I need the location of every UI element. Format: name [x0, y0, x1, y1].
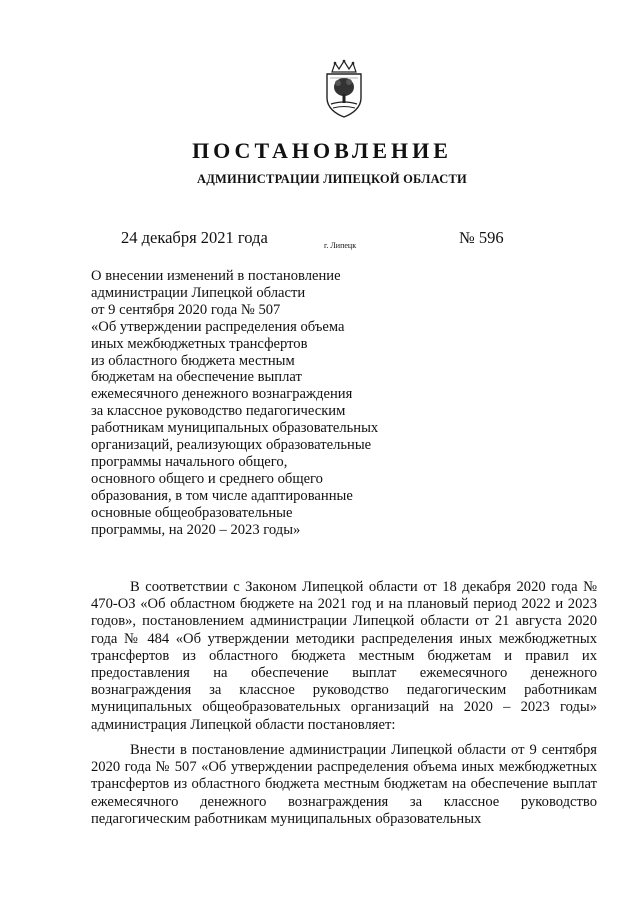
- body-paragraph-2: Внести в постановление администрации Липецкой области от 9 сентября 2020 года № 507 «Об утверждении распределения объема иных межбюджетных трансфертов из областного бюджета местным бюджетам на обеспечение выплат ежемесячного денежного вознаграждения за классное руководство педагогическим работникам муниципальных образовательных: [91, 742, 597, 827]
- subject-line: «Об утверждении распределения объема: [91, 318, 345, 335]
- subject-line: образования, в том числе адаптированные: [91, 487, 353, 504]
- document-title: ПОСТАНОВЛЕНИЕ: [192, 138, 452, 163]
- subject-line: за классное руководство педагогическим: [91, 403, 346, 420]
- subject-line: программы, на 2020 – 2023 годы»: [91, 521, 301, 538]
- subject-line: основного общего и среднего общего: [91, 470, 323, 487]
- subject-line: от 9 сентября 2020 года № 507: [91, 301, 281, 318]
- subject-line: бюджетам на обеспечение выплат: [91, 369, 302, 386]
- subject-line: иных межбюджетных трансфертов: [91, 335, 308, 352]
- subject-line: работникам муниципальных образовательных: [91, 420, 379, 437]
- subject-line: организаций, реализующих образовательные: [91, 437, 372, 454]
- document-number: № 596: [459, 228, 504, 247]
- subject-line: О внесении изменений в постановление: [91, 268, 341, 284]
- coat-of-arms-icon: [319, 58, 369, 120]
- subject-line: из областного бюджета местным: [91, 352, 295, 369]
- document-place: г. Липецк: [324, 241, 357, 250]
- body-paragraph-1: В соответствии с Законом Липецкой области от 18 декабря 2020 года № 470-ОЗ «Об областном бюджете на 2021 год и на плановый период 2022 и 2023 годов», постановлением администрации Липецкой области от 21 августа 2020 года № 484 «Об утверждении методики распределения иных межбюджетных трансфертов из областного бюджета местным бюджетам и правил их предоставления на обеспечение выплат ежемесячного денежного вознаграждения за классное руководство педагогическим работникам муниципальных общеобразовательных организаций на 2020 – 2023 годы» администрация Липецкой области постановляет:: [91, 579, 597, 733]
- subject-line: программы начального общего,: [91, 453, 288, 470]
- subject-line: ежемесячного денежного вознаграждения: [91, 386, 353, 403]
- document-issuer: АДМИНИСТРАЦИИ ЛИПЕЦКОЙ ОБЛАСТИ: [197, 172, 467, 186]
- document-date: 24 декабря 2021 года: [121, 228, 268, 247]
- document-subject: [91, 268, 411, 539]
- subject-line: администрации Липецкой области: [91, 284, 306, 301]
- subject-line: основные общеобразовательные: [91, 504, 293, 521]
